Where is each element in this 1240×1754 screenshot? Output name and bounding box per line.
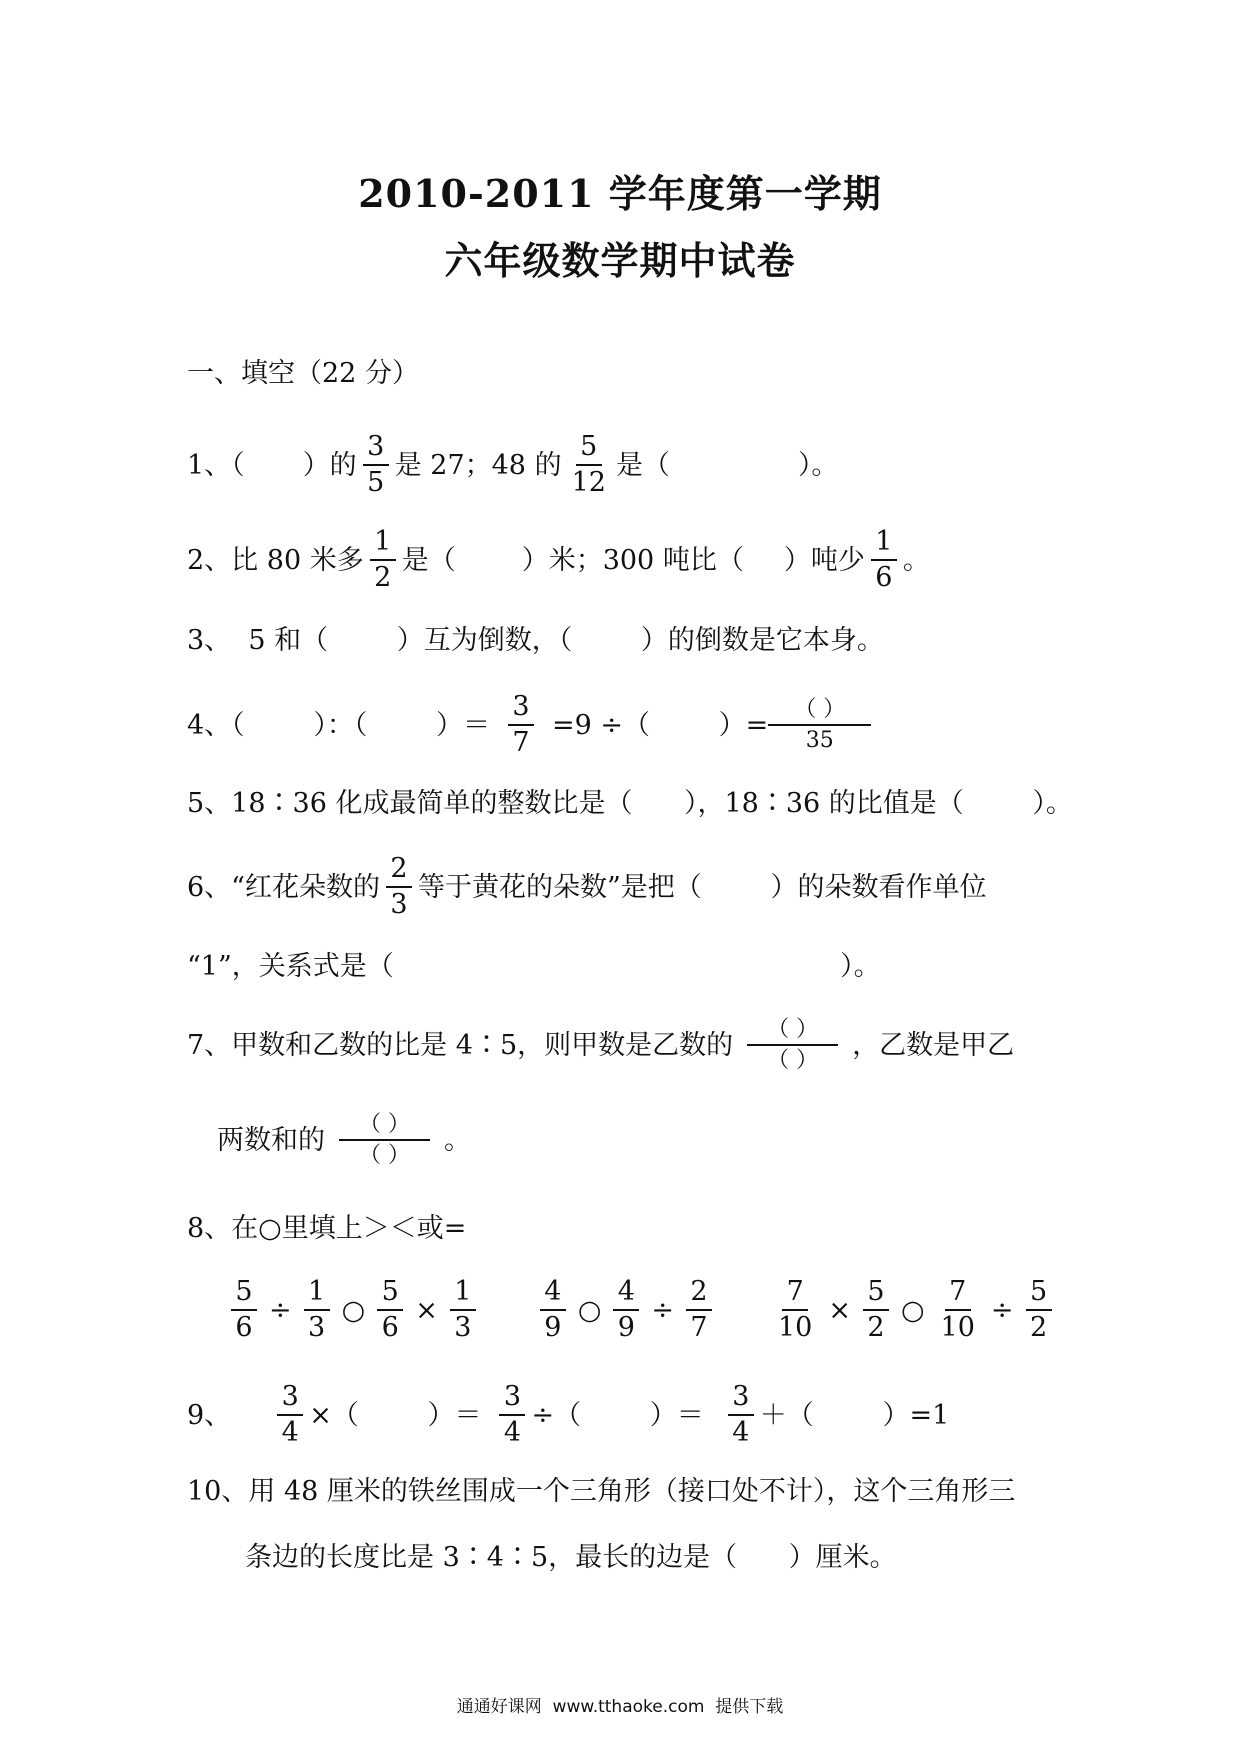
fraction-denominator: （ ） (767, 1048, 819, 1074)
question-4 (187, 693, 877, 758)
fraction-numerator: 4 (540, 1278, 566, 1311)
q1-text-e: 是（ (615, 449, 670, 481)
fraction-numerator: 3 (363, 433, 389, 466)
q9-fraction-1 (277, 1383, 303, 1448)
q8-e1-f2 (304, 1278, 330, 1343)
fraction-numerator: （ ） (747, 1018, 838, 1046)
q8-e2-circle[interactable]: ○ (577, 1294, 602, 1326)
question-7 (187, 1018, 1014, 1072)
question-10-line-2 (245, 1544, 897, 1571)
fraction-denominator: 10 (778, 1312, 813, 1344)
fraction-numerator: 7 (945, 1278, 971, 1311)
q9-text-b: ×（ ）＝ (309, 1399, 482, 1431)
q4-fraction-2 (768, 698, 871, 752)
fraction-numerator: 4 (613, 1278, 639, 1311)
q9-fraction-3 (728, 1383, 754, 1448)
fraction-denominator: 2 (374, 562, 392, 594)
fraction-denominator: 7 (512, 727, 530, 759)
q9-text-c: ÷（ ）＝ (531, 1399, 704, 1431)
q8-e2-f3 (686, 1278, 712, 1343)
q10-line-2: 条边的长度比是 3∶4∶5，最长的边是（ ）厘米。 (245, 1542, 897, 1573)
q8-e3-circle[interactable]: ○ (900, 1294, 925, 1326)
q7-text-line2a: 两数和的 (217, 1124, 325, 1156)
q8-e3-f4 (1026, 1278, 1052, 1343)
question-10 (187, 1478, 1015, 1505)
fraction-denominator: 4 (281, 1417, 299, 1449)
fraction-denominator: 5 (367, 467, 385, 499)
q6-text-a: 6、“红花朵数的 (187, 871, 380, 903)
fraction-numerator: 1 (370, 528, 396, 561)
q8-e3-op2: ÷ (990, 1294, 1014, 1326)
question-8-expressions (225, 1278, 1058, 1343)
q8-heading: 8、在○里填上＞＜或= (187, 1213, 467, 1244)
title-line-1: 2010-2011 学年度第一学期 (358, 171, 882, 216)
fraction-denominator: 2 (867, 1312, 885, 1344)
fraction-denominator: 6 (381, 1312, 399, 1344)
question-3 (187, 627, 884, 654)
q2-fraction-2 (871, 528, 897, 593)
q8-e2-f2 (613, 1278, 639, 1343)
fraction-numerator: 5 (377, 1278, 403, 1311)
q8-e1-f4 (450, 1278, 476, 1343)
q8-e3-f1 (774, 1278, 816, 1343)
question-5 (187, 790, 1073, 817)
q8-e2-op: ÷ (651, 1294, 674, 1326)
q8-e1-op1: ÷ (269, 1294, 292, 1326)
question-1 (187, 433, 838, 498)
section-heading-text: 一、填空（22 分） (187, 358, 419, 389)
fraction-denominator: 3 (454, 1312, 472, 1344)
q3-text: 3、 5 和（ ）互为倒数，（ ）的倒数是它本身。 (187, 625, 884, 656)
q1-fraction-2 (568, 433, 610, 498)
q2-text-g: 。 (902, 544, 930, 576)
fraction-numerator: 3 (499, 1383, 525, 1416)
q7-text-line2b: 。 (444, 1124, 471, 1156)
fraction-denominator: 10 (940, 1312, 975, 1344)
fraction-denominator: 35 (805, 728, 834, 754)
fraction-numerator: 5 (1026, 1278, 1052, 1311)
fraction-denominator: 9 (544, 1312, 562, 1344)
fraction-denominator: 3 (308, 1312, 326, 1344)
q2-text-e: ）吨少 (783, 544, 865, 576)
q8-e1-f3 (377, 1278, 403, 1343)
q4-fraction-1 (508, 693, 534, 758)
q6-text-b: 等于黄花的朵数”是把（ ）的朵数看作单位 (417, 871, 987, 903)
q6-text-line2: “1”，关系式是（ ）。 (187, 951, 881, 982)
footer-credit: 通通好课网 www.tthaoke.com 提供下载 (456, 1697, 784, 1717)
fraction-denominator: 6 (875, 562, 893, 594)
fraction-denominator: 6 (235, 1312, 253, 1344)
fraction-denominator: 3 (390, 889, 408, 921)
fraction-denominator: 4 (503, 1417, 522, 1449)
fraction-numerator: 2 (386, 855, 412, 888)
fraction-denominator: 4 (732, 1417, 750, 1449)
q5-text: 5、18∶36 化成最简单的整数比是（ ），18∶36 的比值是（ ）。 (187, 788, 1073, 819)
q1-text-g: ）。 (797, 449, 839, 481)
q2-text-c: ）米；300 吨比（ (521, 544, 744, 576)
q7-fraction-2 (339, 1113, 430, 1167)
q7-text-b: ，乙数是甲乙 (852, 1029, 1015, 1061)
q4-text-b: =9 ÷（ ）= (552, 709, 769, 741)
q8-e1-circle[interactable]: ○ (341, 1294, 366, 1326)
fraction-numerator: 7 (782, 1278, 808, 1311)
fraction-numerator: （ ） (339, 1113, 430, 1141)
q7-text-a: 7、甲数和乙数的比是 4∶5，则甲数是乙数的 (187, 1029, 734, 1061)
fraction-numerator: 2 (686, 1278, 712, 1311)
fraction-numerator: 5 (863, 1278, 889, 1311)
fraction-numerator: 3 (728, 1383, 754, 1416)
question-6-line-2 (187, 953, 881, 980)
q1-text-a: 1、（ (187, 449, 245, 481)
q9-text-e: ＋（ ）=1 (759, 1399, 950, 1431)
q8-e3-f3 (937, 1278, 979, 1343)
fraction-denominator: 7 (690, 1312, 708, 1344)
q9-fraction-2 (499, 1383, 525, 1448)
q8-e3-f2 (863, 1278, 889, 1343)
fraction-denominator: 2 (1029, 1312, 1048, 1344)
q1-fraction-1 (363, 433, 389, 498)
q8-e1-f1 (231, 1278, 257, 1343)
fraction-numerator: 1 (304, 1278, 330, 1311)
q8-e1-op2: × (415, 1294, 438, 1326)
q8-e2-f1 (540, 1278, 566, 1343)
q9-text-a: 9、 (187, 1399, 232, 1431)
fraction-denominator: （ ） (359, 1143, 410, 1169)
q4-text-a: 4、（ ）：（ ）＝ (187, 709, 490, 741)
q1-text-b: ）的 (302, 449, 357, 481)
question-9 (187, 1383, 949, 1448)
fraction-numerator: 1 (450, 1278, 476, 1311)
q6-fraction-1 (386, 855, 412, 920)
question-6 (187, 855, 986, 920)
question-7-line-2 (217, 1113, 471, 1167)
title-line-2: 六年级数学期中试卷 (444, 238, 796, 283)
q2-text-a: 2、比 80 米多 (187, 544, 364, 576)
section-heading (187, 360, 419, 387)
fraction-numerator: 5 (576, 433, 602, 466)
fraction-denominator: 12 (571, 467, 606, 499)
q1-text-c: 是 27；48 的 (394, 449, 562, 481)
q2-text-b: 是（ (401, 544, 456, 576)
fraction-numerator: （ ） (768, 698, 871, 726)
q2-fraction-1 (370, 528, 396, 593)
fraction-numerator: 3 (508, 693, 534, 726)
fraction-denominator: 9 (617, 1312, 635, 1344)
q7-fraction-1 (747, 1018, 838, 1072)
fraction-numerator: 5 (231, 1278, 257, 1311)
fraction-numerator: 1 (871, 528, 897, 561)
q8-e3-op1: × (828, 1294, 851, 1326)
question-8 (187, 1215, 466, 1242)
fraction-numerator: 3 (277, 1383, 303, 1416)
question-2 (187, 528, 930, 593)
q10-line-1: 10、用 48 厘米的铁丝围成一个三角形（接口处不计），这个三角形三 (187, 1476, 1016, 1507)
